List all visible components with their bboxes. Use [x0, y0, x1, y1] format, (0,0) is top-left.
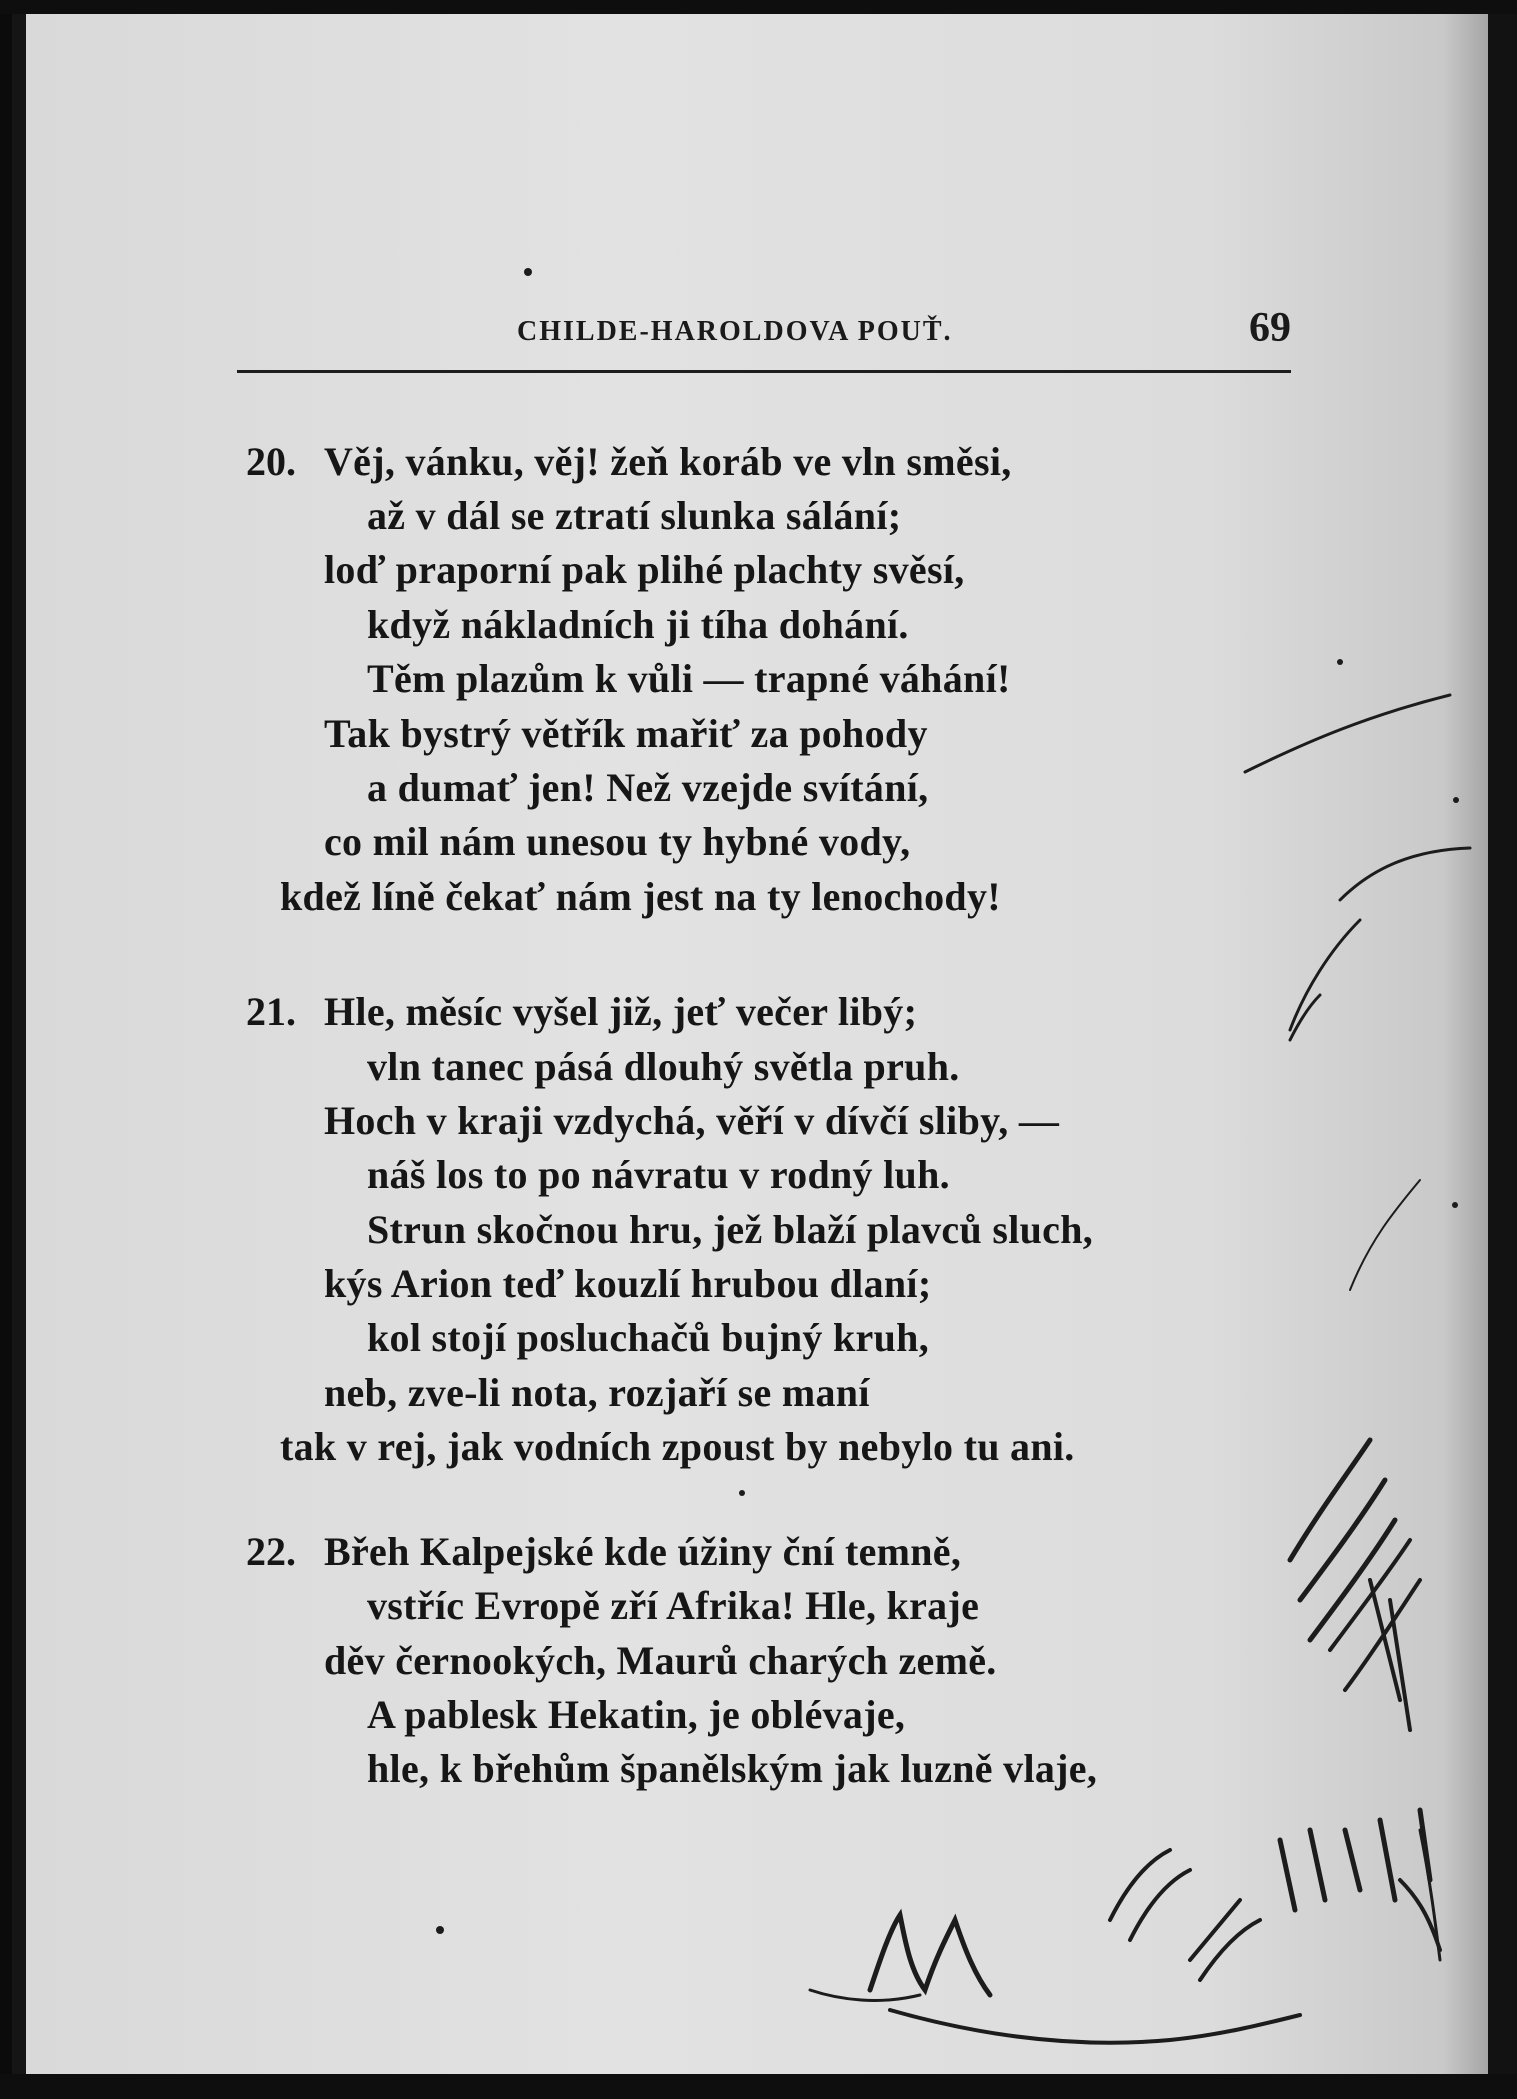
verse-line: Věj, vánku, věj! žeň koráb ve vln směsi, [324, 439, 1012, 484]
verse-line: a dumať jen! Než vzejde svítání, [367, 765, 929, 810]
verse-line: Strun skočnou hru, jež blaží plavců sluch, [367, 1207, 1094, 1252]
verse-line: až v dál se ztratí slunka sálání; [367, 493, 902, 538]
verse-line: loď praporní pak plihé plachty svěsí, [324, 547, 965, 592]
verse-line: náš los to po návratu v rodný luh. [367, 1152, 950, 1197]
verse-line: Hle, měsíc vyšel již, jeť večer libý; [324, 989, 918, 1034]
running-title: CHILDE-HAROLDOVA POUŤ. [517, 316, 953, 347]
verse-line: tak v rej, jak vodních zpoust by nebylo tu ani. [280, 1424, 1075, 1469]
stanza-number: 20. [246, 439, 296, 484]
verse-line: vln tanec pásá dlouhý světla pruh. [367, 1044, 960, 1089]
verse-line: A pablesk Hekatin, je oblévaje, [367, 1692, 906, 1737]
verse-line: hle, k břehům španělským jak luzně vlaje, [367, 1746, 1098, 1791]
verse-line: Těm plazům k vůli — trapné váhání! [367, 656, 1011, 701]
verse-line: kýs Arion teď kouzlí hrubou dlaní; [324, 1261, 932, 1306]
page-number: 69 [1249, 305, 1291, 351]
verse-line: Břeh Kalpejské kde úžiny ční temně, [324, 1529, 962, 1574]
verse-line: co mil nám unesou ty hybné vody, [324, 819, 911, 864]
verse-line: vstříc Evropě zří Afrika! Hle, kraje [367, 1583, 980, 1628]
verse-line: když nákladních ji tíha dohání. [367, 602, 909, 647]
stanza-number: 21. [246, 989, 296, 1034]
verse-line: neb, zve-li nota, rozjaří se maní [324, 1370, 870, 1415]
verse-line: kdež líně čekať nám jest na ty lenochody! [280, 874, 1001, 919]
stanza-number: 22. [246, 1529, 296, 1574]
verse-line: děv černookých, Maurů charých země. [324, 1638, 997, 1683]
verse-line: Tak bystrý větřík mařiť za pohody [324, 711, 928, 756]
verse-line: Hoch v kraji vzdychá, věří v dívčí sliby, — [324, 1098, 1060, 1143]
verse-line: kol stojí posluchačů bujný kruh, [367, 1315, 930, 1360]
